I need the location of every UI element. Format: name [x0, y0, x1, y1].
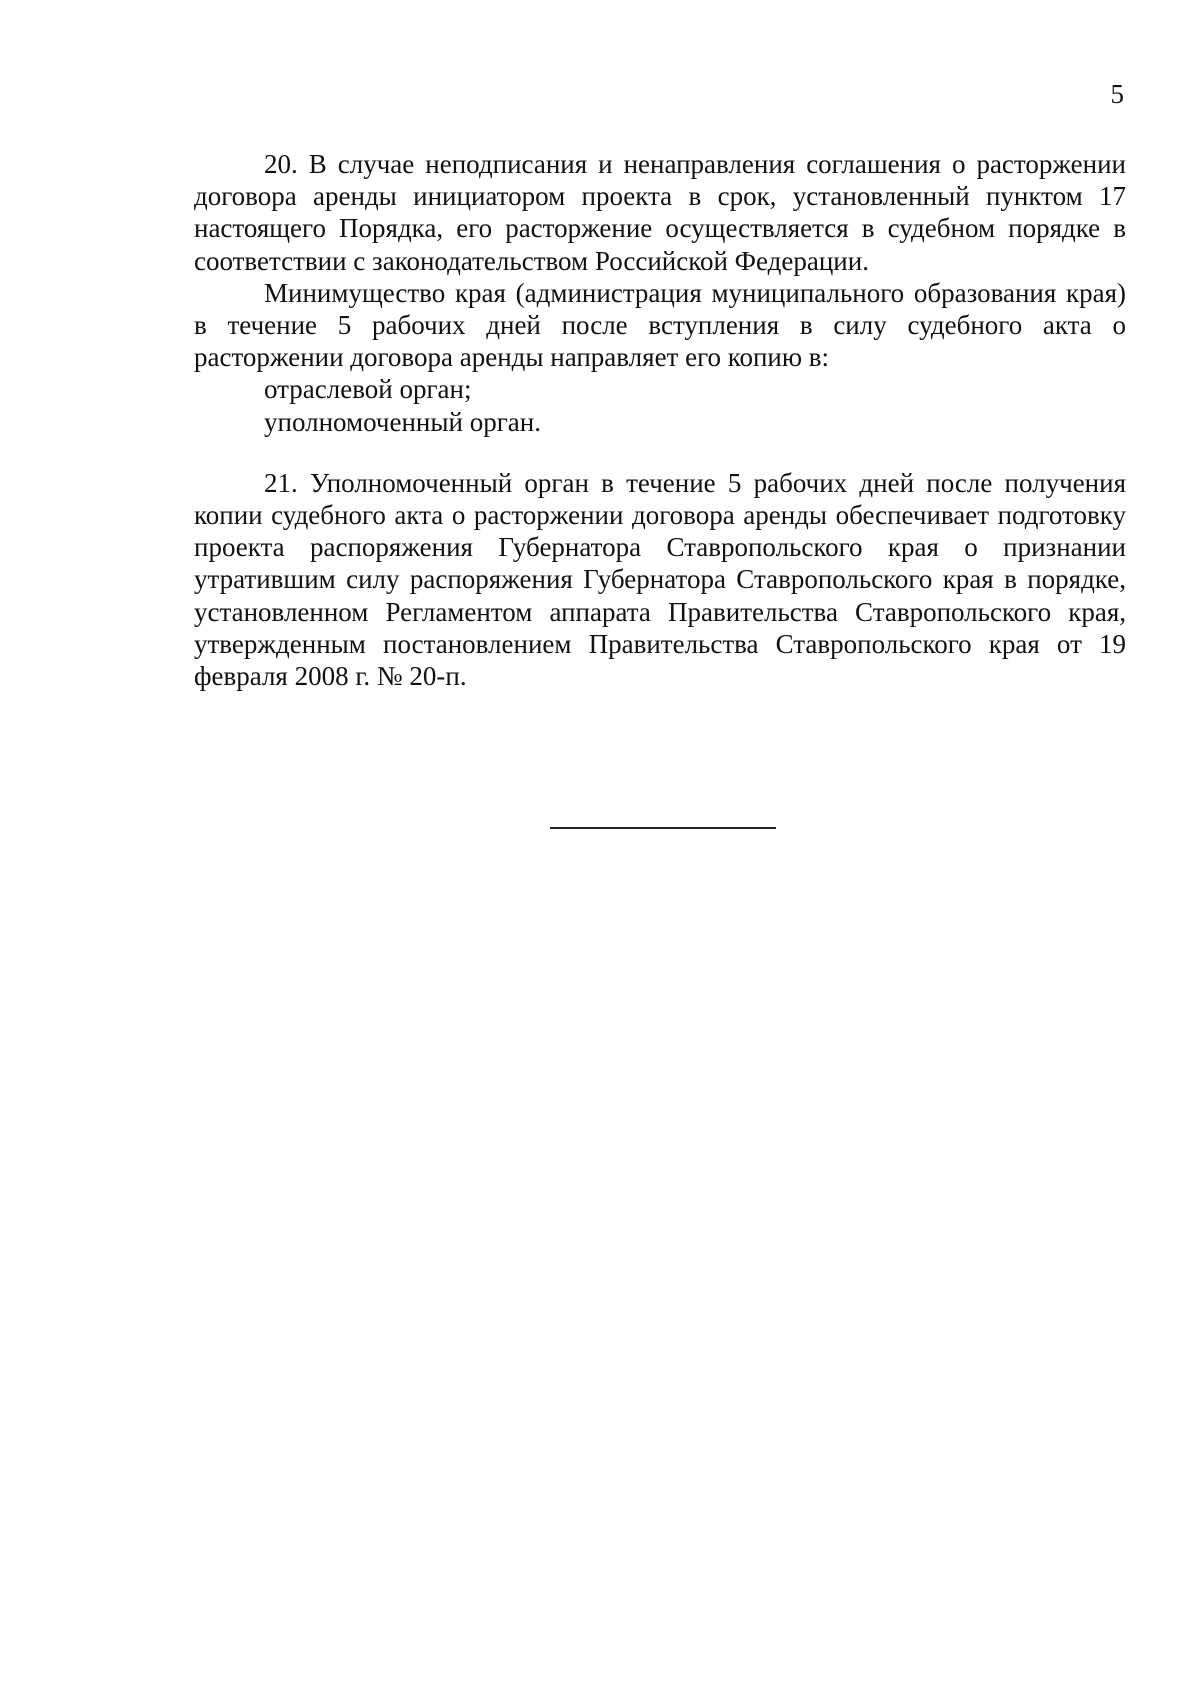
end-of-document-rule	[550, 827, 776, 829]
paragraph-spacer	[194, 438, 1126, 467]
page-number: 5	[1110, 79, 1124, 109]
document-body	[194, 148, 1126, 692]
recipient-list-item: отраслевой орган;	[264, 374, 472, 405]
recipient-list-item: уполномоченный орган.	[264, 406, 541, 437]
section-20-paragraph-2: Минимущество края (администрация муниципального образования края) в течение 5 рабочих дней после вступления в силу судебного акта о расторжении договора аренды направляет его копию в:	[194, 277, 1126, 373]
section-21-paragraph-1: 21. Уполномоченный орган в течение 5 рабочих дней после получения копии судебного акта о расторжении договора аренды обеспечивает подготовку проекта распоряжения Губернатора Ставропольского края о признании утратившим силу распоряжения Губернатора Ставропольского края в порядке, установленном Регламентом аппарата Правительства Ставропольского края, утвержденным постановлением Правительства Ставропольского края от 19 февраля 2008 г. № 20-п.	[194, 467, 1126, 692]
section-20-paragraph-1: 20. В случае неподписания и ненаправления соглашения о расторжении договора аренды инициатором проекта в срок, установленный пунктом 17 настоящего Порядка, его расторжение осуществляется в судебном порядке в соответствии с законодательством Российской Федерации.	[194, 149, 1126, 276]
